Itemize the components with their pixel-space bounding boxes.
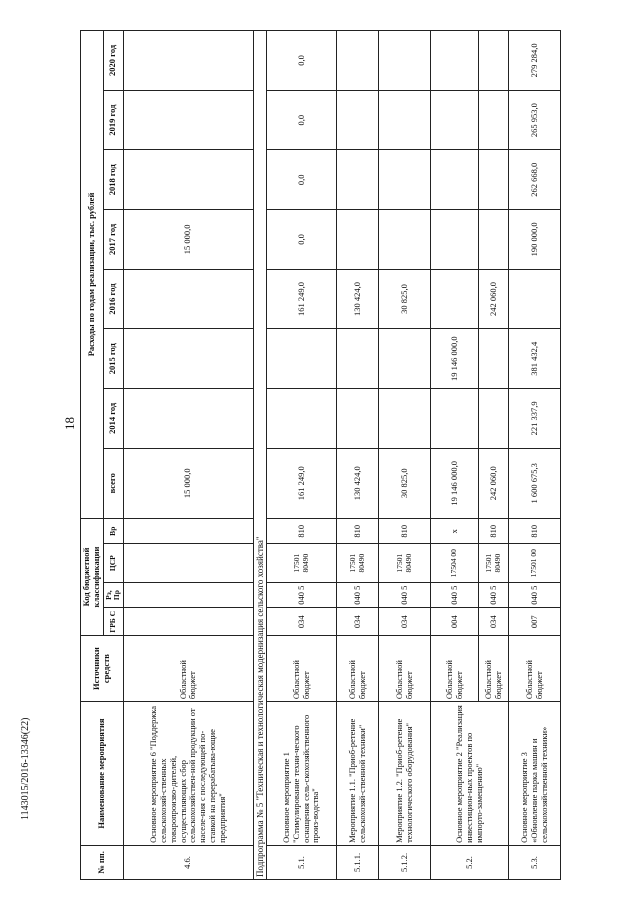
row-grbs: 034 (379, 608, 431, 636)
row-2016: 161 249,0 (267, 269, 337, 329)
expenses-table (80, 30, 561, 880)
row-num: 5.1.2. (379, 845, 431, 879)
row-source: Областной бюджет (479, 636, 509, 702)
row-total: 130 424,0 (337, 448, 379, 518)
header-2017: 2017 год (103, 210, 123, 270)
page-number: 18 (62, 417, 77, 430)
header-2019: 2019 год (103, 90, 123, 150)
header-2016: 2016 год (103, 269, 123, 329)
row-2019: 265 953,0 (509, 90, 561, 150)
row-rzpr: 040 5 (479, 582, 509, 608)
row-grbs: 034 (479, 608, 509, 636)
row-source: Областной бюджет (337, 636, 379, 702)
row-total: 15 000,0 (123, 448, 253, 518)
row-grbs: 007 (509, 608, 561, 636)
row-2019 (479, 90, 509, 150)
header-2018: 2018 год (103, 150, 123, 210)
header-grbs: ГРБ С (103, 608, 123, 636)
row-grbs (123, 608, 253, 636)
row-2020 (337, 31, 379, 91)
row-2020 (479, 31, 509, 91)
row-2016: 242 060,0 (479, 269, 509, 329)
row-2016 (431, 269, 479, 329)
row-2015 (479, 329, 509, 389)
row-source: Областной бюджет (123, 636, 253, 702)
row-2014 (267, 389, 337, 449)
row-2015 (267, 329, 337, 389)
row-2014 (123, 389, 253, 449)
row-rzpr: 040 5 (267, 582, 337, 608)
row-2018 (379, 150, 431, 210)
row-rzpr (123, 582, 253, 608)
row-num: 5.1.1. (337, 845, 379, 879)
table-row (267, 31, 337, 880)
rotated-page (80, 30, 640, 880)
row-name: Основное мероприятие 3 «Обновление парка машин и сельскохозяйственной техники» (509, 702, 561, 846)
row-total: 161 249,0 (267, 448, 337, 518)
subprogram-row (253, 31, 266, 880)
row-2014 (337, 389, 379, 449)
row-2020 (431, 31, 479, 91)
row-num: 5.1. (267, 845, 337, 879)
row-source: Областной бюджет (379, 636, 431, 702)
row-total: 30 825,0 (379, 448, 431, 518)
row-total: 1 600 675,3 (509, 448, 561, 518)
row-rzpr: 040 5 (379, 582, 431, 608)
row-csr: 17504 00 (431, 544, 479, 582)
row-num: 5.2. (431, 845, 509, 879)
row-name: Мероприятие 1.2. "Приоб-ретение технологического оборудования" (379, 702, 431, 846)
subprogram-title: Подпрограмма № 5 "Техническая и технологическая модернизация сельского хозяйства" (253, 31, 266, 880)
row-vr: 810 (379, 518, 431, 544)
row-rzpr: 040 5 (337, 582, 379, 608)
row-2015 (379, 329, 431, 389)
header-name: Наименование мероприятия (81, 702, 124, 846)
row-vr: 810 (479, 518, 509, 544)
row-2018 (123, 150, 253, 210)
row-2016 (509, 269, 561, 329)
row-2018: 262 668,0 (509, 150, 561, 210)
header-num: № пп. (81, 845, 124, 879)
row-2018 (337, 150, 379, 210)
row-2015: 19 146 000,0 (431, 329, 479, 389)
row-2014 (379, 389, 431, 449)
row-2020 (379, 31, 431, 91)
row-csr: 17501 80490 (379, 544, 431, 582)
header-budget-code: Код бюджетной классификации (81, 518, 104, 635)
row-2016: 30 825,0 (379, 269, 431, 329)
row-2020: 0,0 (267, 31, 337, 91)
row-total: 242 060,0 (479, 448, 509, 518)
row-2014: 221 337,9 (509, 389, 561, 449)
row-csr: 17501 80490 (479, 544, 509, 582)
row-grbs: 034 (267, 608, 337, 636)
row-2015: 381 432,4 (509, 329, 561, 389)
row-vr: 810 (267, 518, 337, 544)
row-2014 (479, 389, 509, 449)
row-grbs: 034 (337, 608, 379, 636)
header-2014: 2014 год (103, 389, 123, 449)
row-grbs: 004 (431, 608, 479, 636)
header-source: Источники средств (81, 636, 124, 702)
row-2017 (337, 210, 379, 270)
row-vr: 810 (509, 518, 561, 544)
row-name: Мероприятие 1.1. "Приоб-ретение сельскохозяй-ственной техники" (337, 702, 379, 846)
row-name: Основное мероприятие 1 "Стимулирование техни-ческого оснащения сель-скохозяйственного произ-водства" (267, 702, 337, 846)
row-csr: 17501 80490 (337, 544, 379, 582)
table-row (337, 31, 379, 880)
row-2018 (431, 150, 479, 210)
row-vr (123, 518, 253, 544)
row-csr: 17501 00 (509, 544, 561, 582)
row-rzpr: 040 5 (431, 582, 479, 608)
header-rzpr: Рз, Пр (103, 582, 123, 608)
row-2019 (379, 90, 431, 150)
row-2015 (337, 329, 379, 389)
row-vr: х (431, 518, 479, 544)
row-2019: 0,0 (267, 90, 337, 150)
row-num: 4.6. (123, 845, 253, 879)
row-2020: 279 284,0 (509, 31, 561, 91)
header-vr: Вр (103, 518, 123, 544)
header-2015: 2015 год (103, 329, 123, 389)
row-csr: 17501 80490 (267, 544, 337, 582)
table-row (509, 31, 561, 880)
row-vr: 810 (337, 518, 379, 544)
table-row (123, 31, 253, 880)
row-2014 (431, 389, 479, 449)
row-2019 (123, 90, 253, 150)
row-name: Основное мероприятие 6 "Поддержка сельскохозяй-ственных товаропроизво-дителей, осуществляющих сбор сельскохозяйствен-ной продукции от населе-ния с последующей по-ставкой на перерабатыва-ющие предприятия" (123, 702, 253, 846)
row-name: Основное мероприятие 2 "Реализация инвестицион-ных проектов по импорто-замещению" (431, 702, 509, 846)
row-2019 (431, 90, 479, 150)
row-2018: 0,0 (267, 150, 337, 210)
row-csr (123, 544, 253, 582)
row-2017 (379, 210, 431, 270)
row-2015 (123, 329, 253, 389)
row-2017 (479, 210, 509, 270)
row-source: Областной бюджет (431, 636, 479, 702)
header-total: всего (103, 448, 123, 518)
header-expenses: Расходы по годам реализации, тыс. рублей (81, 31, 104, 519)
row-2017: 0,0 (267, 210, 337, 270)
row-rzpr: 040 5 (509, 582, 561, 608)
header-2020: 2020 год (103, 31, 123, 91)
row-2017: 190 000,0 (509, 210, 561, 270)
row-2017 (431, 210, 479, 270)
row-2019 (337, 90, 379, 150)
document-code: 1143015/2016-13346(22) (20, 717, 31, 820)
header-csr: ЦСР (103, 544, 123, 582)
table-row (431, 31, 479, 880)
row-source: Областной бюджет (267, 636, 337, 702)
row-2017: 15 000,0 (123, 210, 253, 270)
row-2018 (479, 150, 509, 210)
row-2016: 130 424,0 (337, 269, 379, 329)
row-2016 (123, 269, 253, 329)
row-total: 19 146 000,0 (431, 448, 479, 518)
row-source: Областной бюджет (509, 636, 561, 702)
row-2020 (123, 31, 253, 91)
table-row (379, 31, 431, 880)
row-num: 5.3. (509, 845, 561, 879)
